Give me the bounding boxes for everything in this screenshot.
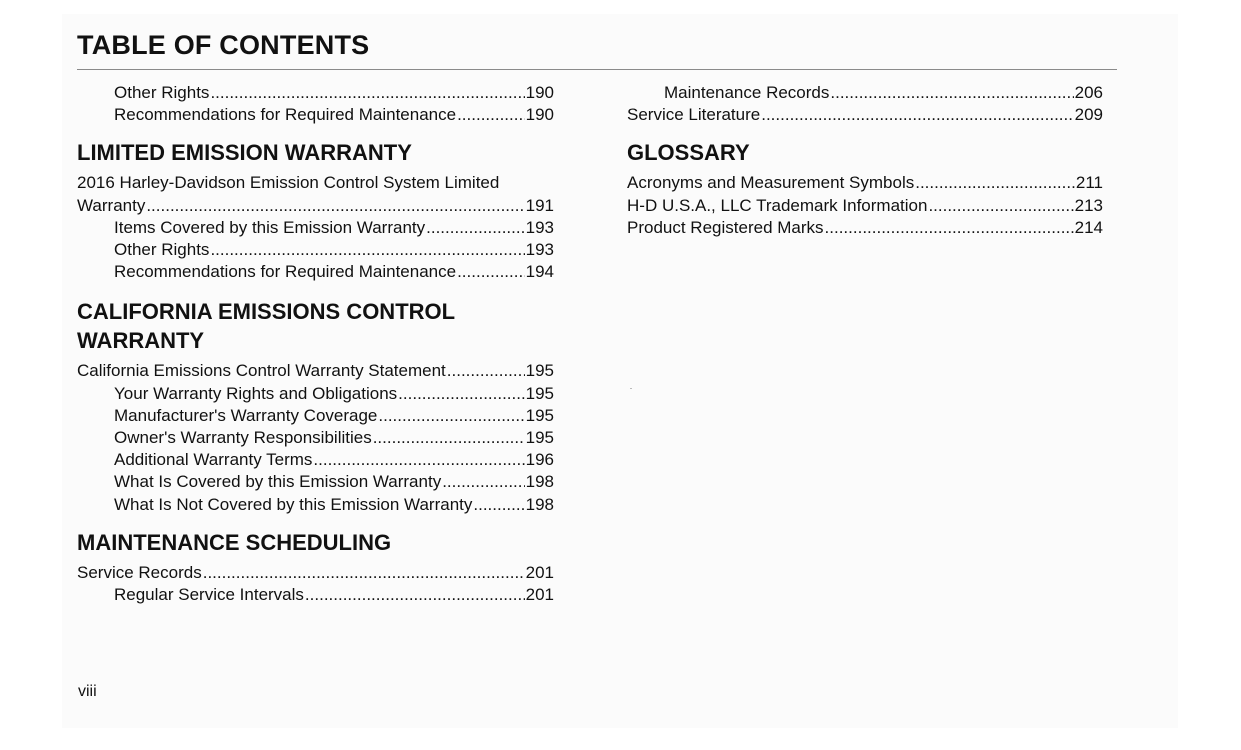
toc-entry[interactable] <box>77 82 554 104</box>
dot-leader <box>915 172 1075 194</box>
dot-leader <box>830 82 1073 104</box>
dot-leader <box>442 471 524 493</box>
toc-entry-label: Additional Warranty Terms <box>114 450 313 470</box>
toc-entry-label: What Is Covered by this Emission Warranty <box>114 472 442 492</box>
right-column <box>627 82 1103 239</box>
dot-leader <box>305 584 525 606</box>
toc-entry-label: H-D U.S.A., LLC Trademark Information <box>627 195 928 215</box>
page-title: TABLE OF CONTENTS <box>77 30 370 60</box>
toc-entry-page: 196 <box>525 450 554 470</box>
toc-entry-label: Owner's Warranty Responsibilities <box>114 428 372 448</box>
dot-leader <box>928 195 1073 217</box>
toc-entry-page: 193 <box>525 240 554 260</box>
toc-entry[interactable] <box>77 239 554 261</box>
toc-entry-label: Warranty <box>77 195 146 215</box>
toc-entry[interactable] <box>77 427 554 449</box>
section-heading-california-emissions-control-warranty[interactable] <box>77 297 554 355</box>
dot-leader <box>146 195 524 217</box>
dot-leader <box>210 239 524 261</box>
toc-entry-label: What Is Not Covered by this Emission Warranty <box>114 494 473 514</box>
toc-entry-page: 195 <box>525 405 554 425</box>
dot-leader <box>210 82 524 104</box>
toc-entry-label: Your Warranty Rights and Obligations <box>114 383 398 403</box>
toc-entry-label: Service Records <box>77 562 202 582</box>
toc-entry-page: 209 <box>1074 105 1103 125</box>
toc-entry-page: 198 <box>525 494 554 514</box>
dot-leader <box>825 217 1074 239</box>
toc-entry-page: 195 <box>525 428 554 448</box>
toc-entry[interactable] <box>77 360 554 382</box>
toc-entry-page: 211 <box>1075 173 1103 193</box>
dot-leader <box>313 449 524 471</box>
section-heading-limited-emission-warranty[interactable]: LIMITED EMISSION WARRANTY <box>77 140 412 166</box>
section-heading-line: CALIFORNIA EMISSIONS CONTROL <box>77 299 456 325</box>
toc-entry[interactable] <box>77 405 554 427</box>
section-heading-maintenance-scheduling[interactable]: MAINTENANCE SCHEDULING <box>77 529 392 555</box>
toc-entry-label: Product Registered Marks <box>627 217 824 237</box>
print-speck <box>630 388 632 389</box>
toc-entry[interactable] <box>77 261 554 283</box>
toc-entry-page: 195 <box>525 361 554 381</box>
toc-entry-page: 206 <box>1074 83 1103 102</box>
toc-entry[interactable] <box>77 494 554 516</box>
toc-entry-label: Acronyms and Measurement Symbols <box>627 173 915 193</box>
toc-entry-page: 201 <box>525 562 554 582</box>
toc-entry-label: Items Covered by this Emission Warranty <box>114 217 426 237</box>
dot-leader <box>203 562 525 584</box>
toc-entry-page: 193 <box>525 217 554 237</box>
dot-leader <box>378 405 524 427</box>
toc-entry[interactable] <box>77 217 554 239</box>
toc-entry-label: Service Literature <box>627 105 761 125</box>
toc-entry-label[interactable]: 2016 Harley-Davidson Emission Control System Limited <box>77 173 500 193</box>
toc-entry[interactable] <box>77 471 554 493</box>
dot-leader <box>373 427 525 449</box>
page-number: viii <box>78 683 97 700</box>
toc-entry-page: 198 <box>525 472 554 492</box>
toc-entry-label: Regular Service Intervals <box>114 585 304 605</box>
toc-entry-page: 195 <box>525 383 554 403</box>
toc-entry[interactable] <box>77 104 554 126</box>
left-column <box>77 82 554 606</box>
toc-entry[interactable] <box>627 217 1103 239</box>
dot-leader <box>761 104 1073 126</box>
toc-entry-page: 213 <box>1074 195 1103 215</box>
toc-entry[interactable] <box>627 82 1103 104</box>
toc-entry-label: Other Rights <box>114 240 210 260</box>
dot-leader <box>398 383 524 405</box>
toc-entry[interactable] <box>77 562 554 584</box>
toc-entry[interactable] <box>77 584 554 606</box>
toc-entry[interactable] <box>627 172 1103 194</box>
toc-entry-page: 214 <box>1074 217 1103 237</box>
toc-entry-page: 190 <box>525 83 554 102</box>
toc-entry-label: California Emissions Control Warranty Statement <box>77 361 446 381</box>
toc-entry[interactable] <box>77 449 554 471</box>
dot-leader <box>447 360 525 382</box>
toc-entry-label: Manufacturer's Warranty Coverage <box>114 405 378 425</box>
toc-entry[interactable] <box>77 383 554 405</box>
toc-entry-page: 190 <box>525 105 554 125</box>
toc-entry-label: Recommendations for Required Maintenance <box>114 262 457 282</box>
toc-entry-label: Maintenance Records <box>664 83 830 102</box>
dot-leader <box>473 494 524 516</box>
toc-entry[interactable] <box>627 195 1103 217</box>
section-heading-glossary[interactable]: GLOSSARY <box>627 140 750 166</box>
section-heading-line: WARRANTY <box>77 328 205 354</box>
toc-entry[interactable] <box>77 195 554 217</box>
dot-leader <box>426 217 524 239</box>
toc-entry-page: 194 <box>525 262 554 282</box>
title-rule <box>77 69 1117 70</box>
dot-leader <box>457 261 525 283</box>
toc-entry[interactable] <box>627 104 1103 126</box>
toc-entry-page: 191 <box>525 195 554 215</box>
toc-entry-page: 201 <box>525 585 554 605</box>
toc-entry-label: Other Rights <box>114 83 210 102</box>
toc-entry-label: Recommendations for Required Maintenance <box>114 105 457 125</box>
dot-leader <box>457 104 525 126</box>
